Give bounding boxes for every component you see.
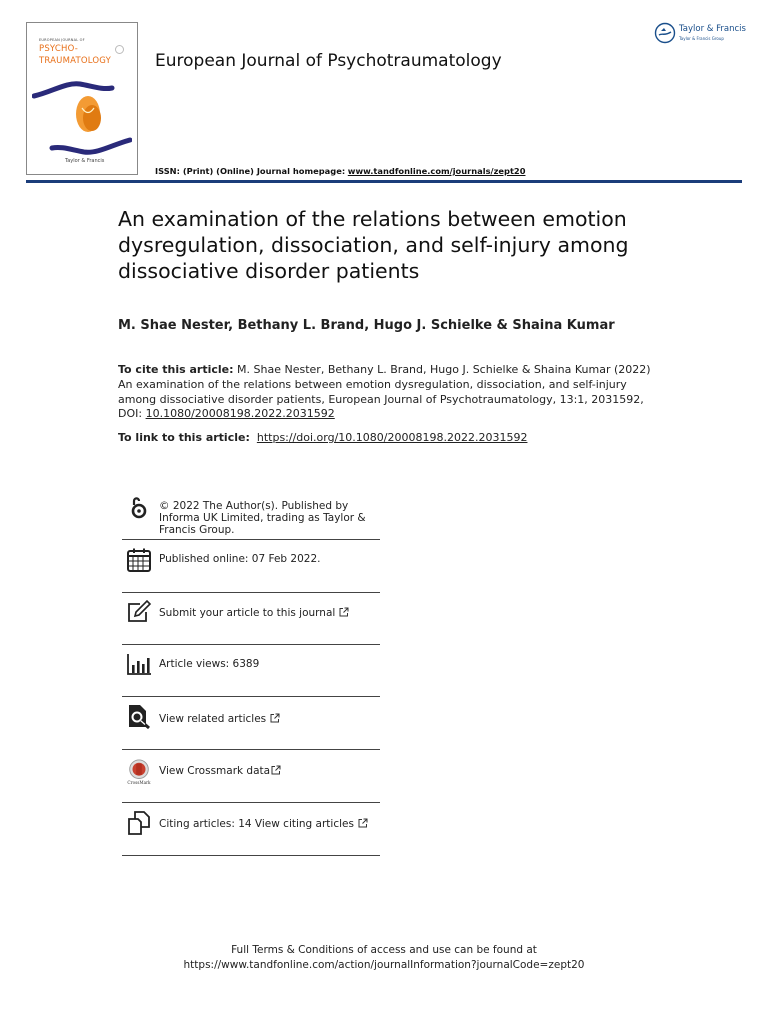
- published-online-text: Published online: 07 Feb 2022.: [159, 553, 321, 565]
- article-doi-link[interactable]: https://doi.org/10.1080/20008198.2022.2031592: [256, 431, 528, 444]
- footer-terms-link[interactable]: https://www.tandfonline.com/action/journalInformation?journalCode=zept20: [183, 959, 585, 971]
- calendar-icon: [126, 547, 152, 573]
- edit-icon: [126, 599, 152, 625]
- article-views-row: [122, 644, 380, 697]
- cover-publisher: Taylor & Francis: [65, 158, 105, 164]
- open-access-text: © 2022 The Author(s). Published by Informa UK Limited, trading as Taylor & Francis Group.: [159, 500, 366, 536]
- taylor-francis-logo-icon: [654, 22, 676, 44]
- cover-title-line2: TRAUMATOLOGY: [39, 56, 112, 66]
- link-label: To link to this article:: [118, 431, 250, 444]
- publisher-name: Taylor & Francis: [679, 24, 746, 34]
- publisher-group-name: Taylor & Francis Group: [679, 36, 724, 41]
- external-link-icon: [271, 765, 281, 775]
- submit-article-row[interactable]: [122, 592, 380, 645]
- cite-text: M. Shae Nester, Bethany L. Brand, Hugo J. Schielke & Shaina Kumar (2022) An examination of the relations between emotion dysregulation, dissociation, and self-injury among dissociative disorder patients, European Journal of Psychotraumatology, 13:1, 2031592, DOI:: [118, 363, 651, 421]
- issn-line: [155, 166, 525, 176]
- crossmark-icon-label: CrossMark: [127, 780, 151, 785]
- journal-homepage-link[interactable]: www.tandfonline.com/journals/zept20: [347, 166, 526, 176]
- crossmark-text: View Crossmark data: [159, 765, 271, 777]
- search-document-icon: [126, 703, 152, 729]
- open-access-row: [122, 493, 380, 540]
- article-link-block: [118, 431, 527, 444]
- crossmark-row[interactable]: [122, 749, 380, 803]
- published-online-row: [122, 539, 380, 593]
- footer-line1: Full Terms & Conditions of access and use can be found at: [231, 944, 537, 956]
- citing-articles-row[interactable]: [122, 802, 380, 856]
- related-articles-link[interactable]: [159, 713, 384, 725]
- publisher-logo[interactable]: [654, 22, 746, 46]
- crossmark-icon: [126, 759, 152, 785]
- header-divider: [26, 180, 742, 183]
- citing-articles-text: Citing articles: 14 View citing articles: [159, 818, 354, 830]
- cover-artwork-icon: [32, 78, 132, 156]
- bar-chart-icon: [126, 651, 152, 677]
- journal-title[interactable]: European Journal of Psychotraumatology: [155, 51, 502, 71]
- terms-footer: [0, 943, 768, 973]
- citing-articles-link[interactable]: [159, 818, 384, 830]
- cite-label: To cite this article:: [118, 363, 234, 376]
- issn-label: ISSN: (Print) (Online) Journal homepage:: [155, 166, 346, 176]
- cover-small-line: EUROPEAN JOURNAL OF: [39, 38, 85, 42]
- article-views-text: Article views: 6389: [159, 658, 260, 670]
- external-link-icon: [339, 607, 349, 617]
- cover-badge-icon: [115, 45, 124, 54]
- open-access-icon: [126, 495, 152, 521]
- external-link-icon: [270, 713, 280, 723]
- external-link-icon: [358, 818, 368, 828]
- article-authors: M. Shae Nester, Bethany L. Brand, Hugo J. Schielke & Shaina Kumar: [118, 318, 615, 333]
- cover-title-line1: PSYCHO-: [39, 44, 78, 54]
- cite-doi-link[interactable]: 10.1080/20008198.2022.2031592: [145, 407, 335, 421]
- journal-cover[interactable]: [26, 22, 138, 175]
- related-articles-text: View related articles: [159, 713, 267, 725]
- citation-block: [118, 363, 658, 422]
- submit-article-text: Submit your article to this journal: [159, 607, 336, 619]
- citing-articles-icon: [126, 810, 152, 836]
- article-title: An examination of the relations between emotion dysregulation, dissociation, and self-injury among dissociative disorder patients: [118, 207, 629, 283]
- crossmark-link[interactable]: [159, 765, 384, 777]
- related-articles-row[interactable]: [122, 696, 380, 750]
- submit-article-link[interactable]: [159, 607, 384, 619]
